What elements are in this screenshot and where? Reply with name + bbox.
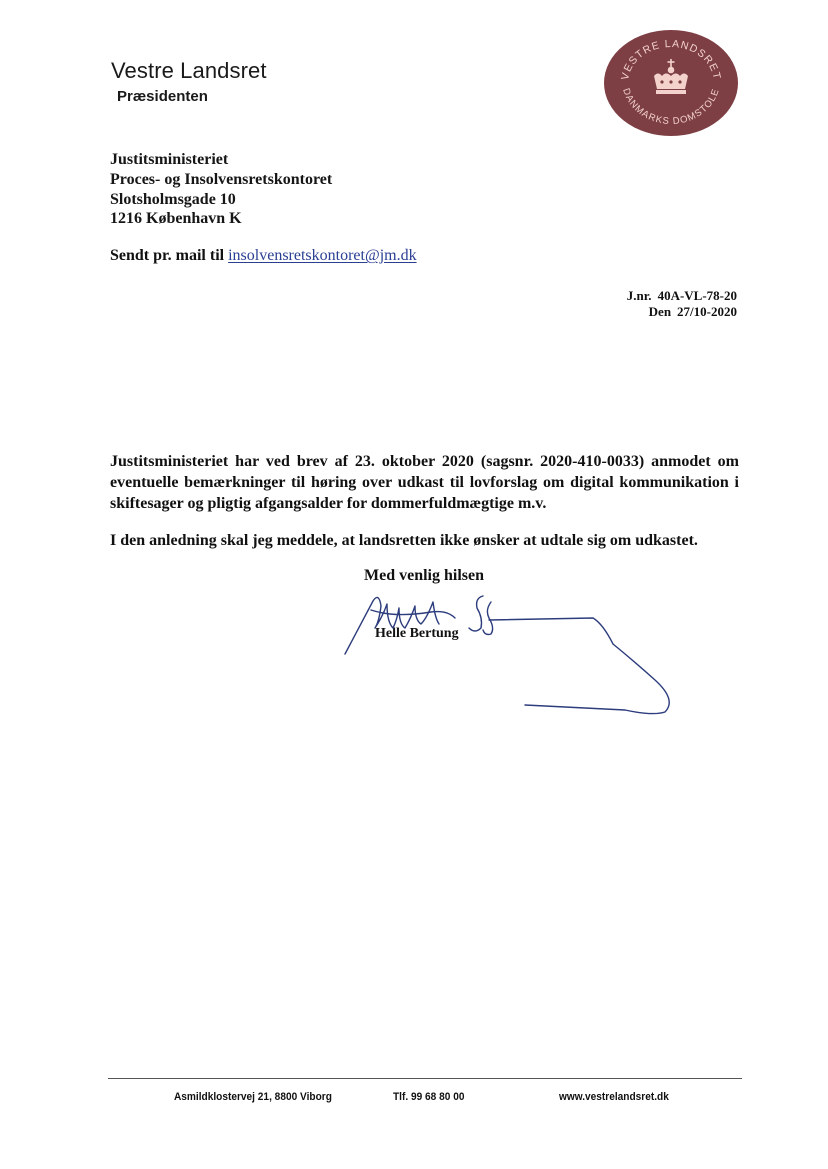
body-paragraph: Justitsministeriet har ved brev af 23. oktober 2020 (sagsnr. 2020-410-0033) anmodet om eventuelle bemærkninger til høring over udkast til lovforslag om digital kommunikation i skiftesager og pligtig afgangsalder for dommerfuldmægtige m.v. <box>110 453 739 512</box>
footer-phone: Tlf. 99 68 80 00 <box>393 1091 465 1103</box>
recipient-line: Proces- og Insolvensretskontoret <box>110 171 333 188</box>
seal-text-bottom: DANMARKS DOMSTOLE <box>620 86 722 128</box>
recipient-line: 1216 København K <box>110 210 242 227</box>
recipient-line: Slotsholmsgade 10 <box>110 191 236 208</box>
recipient-line: Justitsministeriet <box>110 151 229 168</box>
footer-address: Asmildklostervej 21, 8800 Viborg <box>174 1091 332 1103</box>
journal-value: 40A-VL-78-20 <box>657 288 737 303</box>
date-label: Den <box>648 304 672 319</box>
seal-text-top: VESTRE LANDSRET <box>619 37 723 82</box>
department-title: Præsidenten <box>117 88 208 105</box>
footer-website[interactable]: www.vestrelandsret.dk <box>559 1091 669 1103</box>
sent-via-label: Sendt pr. mail til <box>110 247 225 264</box>
sent-via-line <box>110 247 417 265</box>
court-name: Vestre Landsret <box>111 58 267 83</box>
date-value: 27/10-2020 <box>677 304 737 319</box>
footer-divider <box>108 1078 742 1079</box>
letter-date <box>649 304 737 320</box>
court-seal <box>602 28 740 138</box>
recipient-email-link[interactable]: insolvensretskontoret@jm.dk <box>228 247 417 264</box>
signer-name: Helle Bertung <box>375 626 459 641</box>
journal-number <box>627 288 737 304</box>
handwritten-signature <box>335 588 685 723</box>
body-paragraph: I den anledning skal jeg meddele, at landsretten ikke ønsker at udtale sig om udkastet. <box>110 532 698 549</box>
journal-label: J.nr. <box>626 288 652 303</box>
closing-greeting: Med venlig hilsen <box>364 567 485 584</box>
